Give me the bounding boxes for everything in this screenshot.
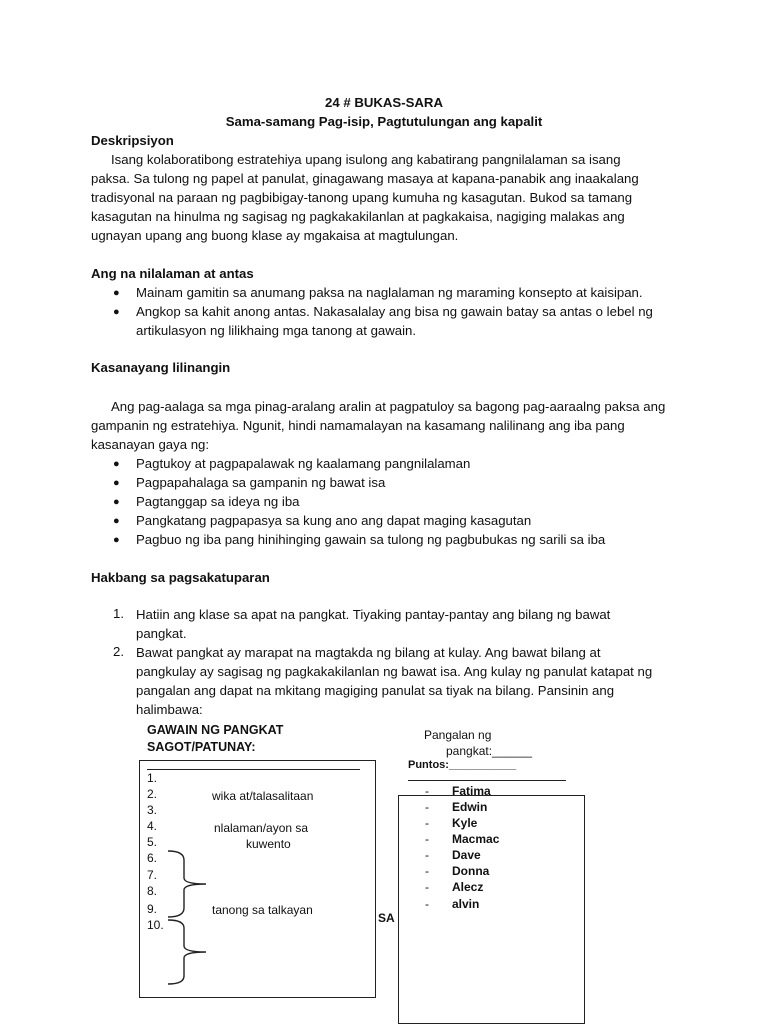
name-dash: - <box>425 784 429 798</box>
name-dash: - <box>425 880 429 894</box>
kasanayan-heading: Kasanayang lilinangin <box>91 360 231 375</box>
step-text: Bawat pangkat ay marapat na magtakda ng bilang at kulay. Ang bawat bilang at <box>136 645 601 660</box>
category-label-nilalaman-cont: kuwento <box>246 837 291 851</box>
name-dash: - <box>425 864 429 878</box>
kasanayan-line: kasanayan gaya ng: <box>91 437 210 452</box>
answer-number: 10. <box>147 918 164 932</box>
kasanayan-bullet: Pagpapahalaga sa gampanin ng bawat isa <box>136 475 386 490</box>
figure-left-subtitle: SAGOT/PATUNAY: <box>147 740 256 754</box>
member-name: Edwin <box>452 800 488 814</box>
document-title: 24 # BUKAS-SARA <box>325 95 443 110</box>
answer-number: 2. <box>147 787 158 801</box>
member-name: Alecz <box>452 880 484 894</box>
answer-number: 7. <box>147 868 158 882</box>
sa-label: SA <box>378 911 395 925</box>
kasanayan-line: gampanin ng estratehiya. Ngunit, hindi namamalayan na kasamang nalilinang ang iba pang <box>91 418 625 433</box>
deskripsiyon-line: tradisyonal na paraan ng pagbibigay-tanong upang kumuha ng kasagutan. Bukod sa tamang <box>91 190 633 205</box>
answer-number: 4. <box>147 819 158 833</box>
curly-brace-icon <box>164 848 214 988</box>
nilalaman-bullet-cont: artikulasyon ng lilikhaing mga tanong at gawain. <box>136 323 417 338</box>
bullet-icon: ● <box>113 477 120 489</box>
bullet-icon: ● <box>113 515 120 527</box>
kasanayan-bullet: Pagbuo ng iba pang hinihinging gawain sa tulong ng pagbubukas ng sarili sa iba <box>136 532 606 547</box>
step-text-cont: pangalan ang dapat na mkitang magiging panulat sa tiyak na bilang. Pansinin ang <box>136 683 615 698</box>
kasanayan-bullet: Pagtukoy at pagpapalawak ng kaalamang pangnilalaman <box>136 456 471 471</box>
category-label-nilalaman: nlalaman/ayon sa <box>214 821 309 835</box>
member-name: Kyle <box>452 816 478 830</box>
member-name: Fatima <box>452 784 491 798</box>
bullet-icon: ● <box>113 306 120 318</box>
answer-number: 3. <box>147 803 158 817</box>
deskripsiyon-line: ugnayan upang ang buong klase ay mgakaisa at magtulungan. <box>91 228 459 243</box>
name-dash: - <box>425 848 429 862</box>
bullet-icon: ● <box>113 534 120 546</box>
deskripsiyon-heading: Deskripsiyon <box>91 133 174 148</box>
step-text: Hatiin ang klase sa apat na pangkat. Tiyaking pantay-pantay ang bilang ng bawat <box>136 607 611 622</box>
category-label-wika: wika at/talasalitaan <box>212 789 314 803</box>
member-name: alvin <box>452 897 480 911</box>
step-text-cont: halimbawa: <box>136 702 203 717</box>
kasanayan-bullet: Pagtanggap sa ideya ng iba <box>136 494 300 509</box>
figure-left-title: GAWAIN NG PANGKAT <box>147 723 284 737</box>
answer-number: 6. <box>147 851 158 865</box>
figure-right-subtitle: pangkat:______ <box>446 744 533 758</box>
deskripsiyon-line: paksa. Sa tulong ng papel at panulat, ginagawang masaya at kapana-panabik ang inaakalang <box>91 171 639 186</box>
member-name: Macmac <box>452 832 500 846</box>
name-dash: - <box>425 800 429 814</box>
step-number: 1. <box>113 606 124 621</box>
step-number: 2. <box>113 644 124 659</box>
category-label-tanong: tanong sa talkayan <box>212 903 313 917</box>
names-underline <box>408 780 566 781</box>
kasanayan-line: Ang pag-aalaga sa mga pinag-aralang aralin at pagpatuloy sa bagong pag-aaraalng paksa ang <box>111 399 666 414</box>
answer-number: 9. <box>147 902 158 916</box>
figure-right-title: Pangalan ng <box>424 728 492 742</box>
hakbang-heading: Hakbang sa pagsakatuparan <box>91 570 270 585</box>
bullet-icon: ● <box>113 496 120 508</box>
answer-number: 8. <box>147 884 158 898</box>
nilalaman-bullet: Mainam gamitin sa anumang paksa na naglalaman ng maraming konsepto at kaisipan. <box>136 285 643 300</box>
name-dash: - <box>425 816 429 830</box>
puntos-label: Puntos:___________ <box>408 759 517 771</box>
deskripsiyon-line: kasagutan na hinulma ng sagisag ng pagkakakilanlan at pagkakaisa, nagiging malakas ang <box>91 209 625 224</box>
nilalaman-bullet: Angkop sa kahit anong antas. Nakasalalay ang bisa ng gawain batay sa antas o lebel ng <box>136 304 653 319</box>
step-text-cont: pangkat. <box>136 626 187 641</box>
deskripsiyon-line: Isang kolaboratibong estratehiya upang isulong ang kabatirang pangnilalaman sa isang <box>111 152 621 167</box>
step-text-cont: pangkulay ay sagisag ng pagkakakilanlan ng bawat isa. Ang kulay ng panulat katapat ng <box>136 664 653 679</box>
bullet-icon: ● <box>113 287 120 299</box>
kasanayan-bullet: Pangkatang pagpapasya sa kung ano ang dapat maging kasagutan <box>136 513 532 528</box>
name-dash: - <box>425 897 429 911</box>
nilalaman-heading: Ang na nilalaman at antas <box>91 266 254 281</box>
member-name: Donna <box>452 864 490 878</box>
answer-number: 1. <box>147 771 158 785</box>
document-subtitle: Sama-samang Pag-isip, Pagtutulungan ang kapalit <box>225 114 543 129</box>
answer-number: 5. <box>147 835 158 849</box>
name-dash: - <box>425 832 429 846</box>
bullet-icon: ● <box>113 458 120 470</box>
member-name: Dave <box>452 848 481 862</box>
